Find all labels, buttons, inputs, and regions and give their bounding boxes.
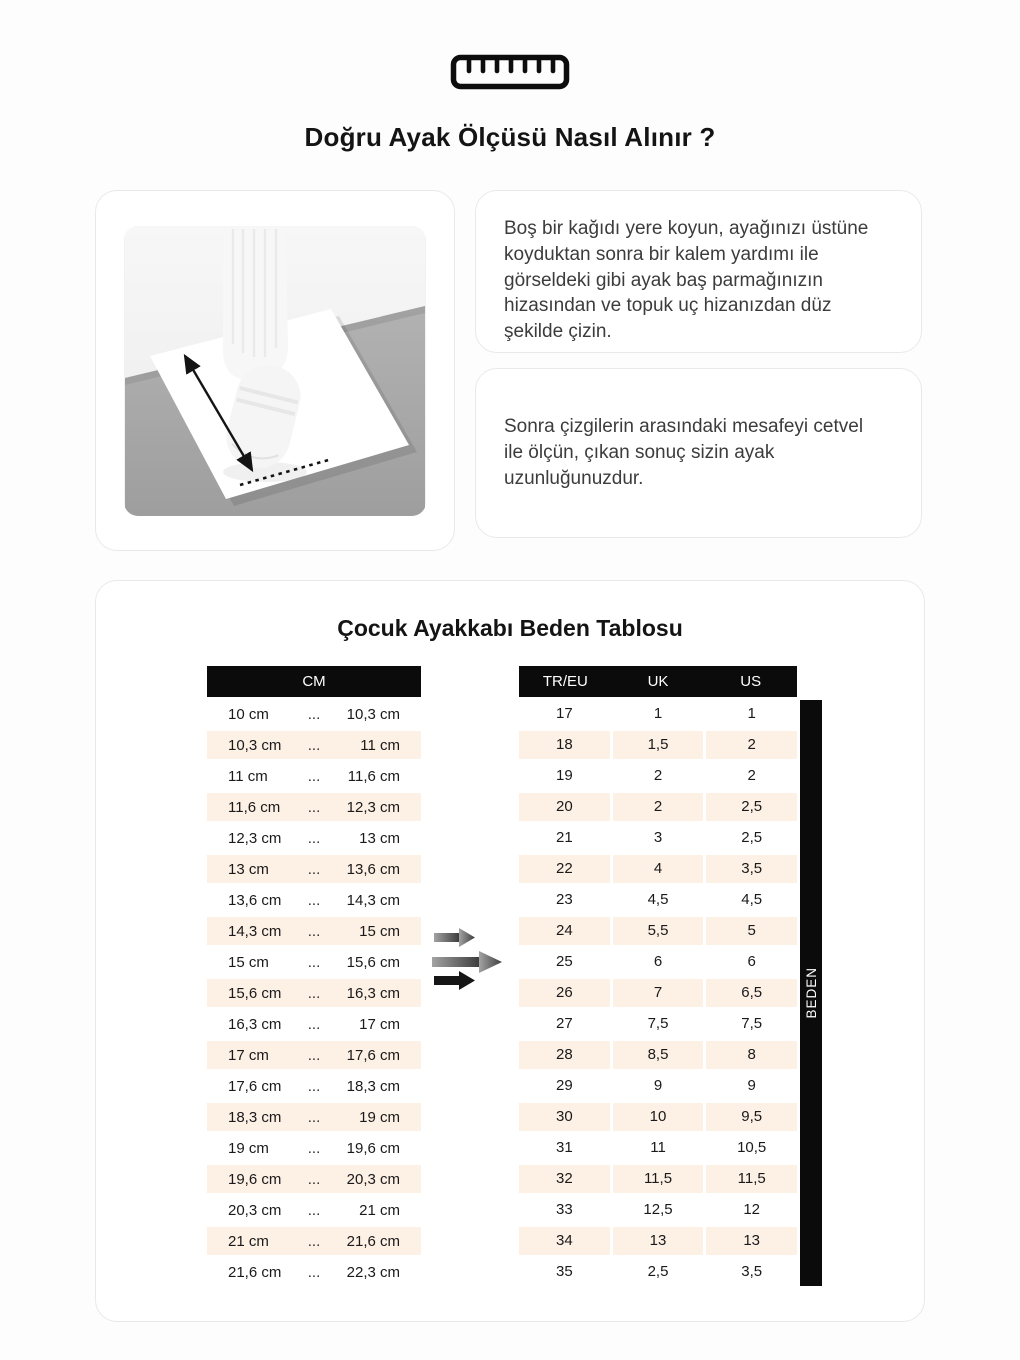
cm-to-value: 15,6 cm xyxy=(346,953,400,971)
size-table-row xyxy=(519,1165,797,1193)
cm-table-row xyxy=(207,793,421,821)
cm-to-value: 10,3 cm xyxy=(346,705,400,723)
us-value: 6 xyxy=(706,948,797,976)
beden-side-bar xyxy=(800,700,822,1286)
cm-to-value: 21 cm xyxy=(359,1201,400,1219)
us-value: 5 xyxy=(706,917,797,945)
cm-table-row xyxy=(207,917,421,945)
cm-from-value: 17 cm xyxy=(228,1046,269,1064)
us-value: 2 xyxy=(706,762,797,790)
size-table-row xyxy=(519,855,797,883)
uk-value: 9 xyxy=(613,1072,704,1100)
cm-table-row xyxy=(207,1041,421,1069)
us-value: 12 xyxy=(706,1196,797,1224)
tr-eu-value: 22 xyxy=(519,855,610,883)
arrows-column xyxy=(421,666,519,993)
cm-to-value: 14,3 cm xyxy=(346,891,400,909)
instruction-card-2 xyxy=(475,368,922,538)
cm-to-value: 20,3 cm xyxy=(346,1170,400,1188)
right-arrows-icon xyxy=(432,923,508,993)
cm-table-row xyxy=(207,824,421,852)
size-table-title: Çocuk Ayakkabı Beden Tablosu xyxy=(337,615,683,641)
size-table-row xyxy=(519,700,797,728)
us-value: 9,5 xyxy=(706,1103,797,1131)
uk-value: 11,5 xyxy=(613,1165,704,1193)
eu-uk-us-table-header xyxy=(519,666,797,697)
tr-eu-value: 32 xyxy=(519,1165,610,1193)
cm-from-value: 17,6 cm xyxy=(228,1077,282,1095)
tr-eu-value: 17 xyxy=(519,700,610,728)
cm-table-row xyxy=(207,1227,421,1255)
size-table-row xyxy=(519,1010,797,1038)
cm-table-row xyxy=(207,1103,421,1131)
uk-value: 13 xyxy=(613,1227,704,1255)
us-value: 10,5 xyxy=(706,1134,797,1162)
cm-table-row xyxy=(207,948,421,976)
cm-separator: ... xyxy=(307,984,321,1002)
uk-value: 3 xyxy=(613,824,704,852)
cm-from-value: 16,3 cm xyxy=(228,1015,282,1033)
size-table-row xyxy=(519,886,797,914)
uk-value: 2 xyxy=(613,762,704,790)
tr-eu-value: 25 xyxy=(519,948,610,976)
cm-separator: ... xyxy=(307,1170,321,1188)
tr-eu-value: 24 xyxy=(519,917,610,945)
tr-eu-value: 21 xyxy=(519,824,610,852)
cm-from-value: 20,3 cm xyxy=(228,1201,282,1219)
cm-from-value: 15,6 cm xyxy=(228,984,282,1002)
cm-separator: ... xyxy=(307,1046,321,1064)
cm-table-row xyxy=(207,1196,421,1224)
cm-table-row xyxy=(207,979,421,1007)
cm-table-row xyxy=(207,1072,421,1100)
us-value: 3,5 xyxy=(706,855,797,883)
cm-from-value: 18,3 cm xyxy=(228,1108,282,1126)
us-value: 2,5 xyxy=(706,793,797,821)
size-table-row xyxy=(519,1103,797,1131)
cm-separator: ... xyxy=(307,891,321,909)
measure-photo-card xyxy=(95,190,455,551)
uk-value: 7,5 xyxy=(613,1010,704,1038)
us-value: 3,5 xyxy=(706,1258,797,1286)
tr-eu-value: 35 xyxy=(519,1258,610,1286)
uk-value: 1,5 xyxy=(613,731,704,759)
uk-value: 4,5 xyxy=(613,886,704,914)
cm-to-value: 19,6 cm xyxy=(346,1139,400,1157)
cm-from-value: 19,6 cm xyxy=(228,1170,282,1188)
tr-eu-value: 29 xyxy=(519,1072,610,1100)
cm-table xyxy=(207,666,421,1289)
eu-uk-us-table xyxy=(519,666,797,1289)
cm-separator: ... xyxy=(307,860,321,878)
uk-value: 5,5 xyxy=(613,917,704,945)
instruction-step-2: Sonra çizgilerin arasındaki mesafeyi cetvel ile ölçün, çıkan sonuç sizin ayak uzunluğunuzdur. xyxy=(504,416,864,489)
header-uk: UK xyxy=(647,673,669,690)
cm-separator: ... xyxy=(307,1015,321,1033)
eu-uk-us-table-body xyxy=(519,700,797,1286)
us-value: 7,5 xyxy=(706,1010,797,1038)
size-table-row xyxy=(519,762,797,790)
size-table-row xyxy=(519,1258,797,1286)
cm-from-value: 10,3 cm xyxy=(228,736,282,754)
cm-from-value: 11 cm xyxy=(228,767,268,785)
us-value: 6,5 xyxy=(706,979,797,1007)
ruler-icon xyxy=(0,54,1020,95)
cm-separator: ... xyxy=(307,1201,321,1219)
tr-eu-value: 30 xyxy=(519,1103,610,1131)
header-tr-eu: TR/EU xyxy=(542,673,588,690)
size-table-row xyxy=(519,948,797,976)
cm-from-value: 12,3 cm xyxy=(228,829,282,847)
size-table-row xyxy=(519,1196,797,1224)
cm-to-value: 13,6 cm xyxy=(346,860,400,878)
cm-to-value: 12,3 cm xyxy=(346,798,400,816)
cm-to-value: 11 cm xyxy=(360,736,400,754)
size-table-row xyxy=(519,1134,797,1162)
cm-to-value: 13 cm xyxy=(359,829,400,847)
cm-to-value: 11,6 cm xyxy=(347,767,400,785)
us-value: 4,5 xyxy=(706,886,797,914)
cm-to-value: 18,3 cm xyxy=(346,1077,400,1095)
cm-separator: ... xyxy=(307,953,321,971)
cm-separator: ... xyxy=(307,1263,321,1281)
tr-eu-value: 31 xyxy=(519,1134,610,1162)
size-table-row xyxy=(519,917,797,945)
cm-to-value: 16,3 cm xyxy=(346,984,400,1002)
uk-value: 7 xyxy=(613,979,704,1007)
cm-from-value: 10 cm xyxy=(228,705,269,723)
size-table-row xyxy=(519,1041,797,1069)
us-value: 8 xyxy=(706,1041,797,1069)
us-value: 2,5 xyxy=(706,824,797,852)
cm-separator: ... xyxy=(307,767,321,785)
uk-value: 10 xyxy=(613,1103,704,1131)
cm-from-value: 21,6 cm xyxy=(228,1263,282,1281)
us-value: 2 xyxy=(706,731,797,759)
cm-separator: ... xyxy=(307,1232,321,1250)
us-value: 1 xyxy=(706,700,797,728)
cm-to-value: 21,6 cm xyxy=(346,1232,400,1250)
tr-eu-value: 18 xyxy=(519,731,610,759)
cm-table-row xyxy=(207,886,421,914)
tr-eu-value: 26 xyxy=(519,979,610,1007)
cm-from-value: 13,6 cm xyxy=(228,891,282,909)
size-table-row xyxy=(519,793,797,821)
tr-eu-value: 19 xyxy=(519,762,610,790)
uk-value: 1 xyxy=(613,700,704,728)
size-table-card xyxy=(95,580,925,1322)
size-table-row xyxy=(519,731,797,759)
cm-separator: ... xyxy=(307,1108,321,1126)
cm-to-value: 15 cm xyxy=(359,922,400,940)
tr-eu-value: 27 xyxy=(519,1010,610,1038)
cm-table-row xyxy=(207,731,421,759)
cm-separator: ... xyxy=(307,922,321,940)
cm-table-header: CM xyxy=(207,666,421,697)
foot-measure-photo xyxy=(124,226,426,516)
size-tables xyxy=(207,666,822,1289)
page-title: Doğru Ayak Ölçüsü Nasıl Alınır ? xyxy=(304,122,716,152)
cm-table-row xyxy=(207,762,421,790)
cm-from-value: 11,6 cm xyxy=(228,798,281,816)
uk-value: 6 xyxy=(613,948,704,976)
uk-value: 4 xyxy=(613,855,704,883)
cm-to-value: 17 cm xyxy=(359,1015,400,1033)
uk-value: 12,5 xyxy=(613,1196,704,1224)
instruction-step-1: Boş bir kağıdı yere koyun, ayağınızı üstüne koyduktan sonra bir kalem yardımı ile görseldeki gibi ayak baş parmağınızın hizasından ve topuk uç hizanızdan düz şekilde çizin. xyxy=(504,218,869,343)
cm-from-value: 19 cm xyxy=(228,1139,269,1157)
instruction-card-1 xyxy=(475,190,922,353)
uk-value: 2 xyxy=(613,793,704,821)
size-table-row xyxy=(519,824,797,852)
cm-separator: ... xyxy=(307,1139,321,1157)
header-us: US xyxy=(740,673,762,690)
tr-eu-value: 23 xyxy=(519,886,610,914)
cm-from-value: 13 cm xyxy=(228,860,269,878)
cm-table-row xyxy=(207,1134,421,1162)
cm-to-value: 17,6 cm xyxy=(346,1046,400,1064)
size-table-row xyxy=(519,979,797,1007)
cm-table-body xyxy=(207,700,421,1286)
cm-to-value: 22,3 cm xyxy=(346,1263,400,1281)
cm-separator: ... xyxy=(307,829,321,847)
us-value: 13 xyxy=(706,1227,797,1255)
cm-separator: ... xyxy=(307,736,321,754)
cm-separator: ... xyxy=(307,1077,321,1095)
size-table-row xyxy=(519,1072,797,1100)
uk-value: 8,5 xyxy=(613,1041,704,1069)
beden-label: BEDEN xyxy=(803,967,819,1019)
tr-eu-value: 34 xyxy=(519,1227,610,1255)
cm-table-row xyxy=(207,1010,421,1038)
uk-value: 2,5 xyxy=(613,1258,704,1286)
cm-separator: ... xyxy=(307,705,321,723)
cm-table-row xyxy=(207,1258,421,1286)
us-value: 9 xyxy=(706,1072,797,1100)
us-value: 11,5 xyxy=(706,1165,797,1193)
cm-from-value: 14,3 cm xyxy=(228,922,282,940)
tr-eu-value: 20 xyxy=(519,793,610,821)
cm-from-value: 15 cm xyxy=(228,953,269,971)
cm-from-value: 21 cm xyxy=(228,1232,269,1250)
cm-table-row xyxy=(207,1165,421,1193)
tr-eu-value: 28 xyxy=(519,1041,610,1069)
uk-value: 11 xyxy=(613,1134,704,1162)
size-table-row xyxy=(519,1227,797,1255)
cm-separator: ... xyxy=(307,798,321,816)
tr-eu-value: 33 xyxy=(519,1196,610,1224)
cm-table-row xyxy=(207,855,421,883)
cm-to-value: 19 cm xyxy=(359,1108,400,1126)
cm-table-row xyxy=(207,700,421,728)
